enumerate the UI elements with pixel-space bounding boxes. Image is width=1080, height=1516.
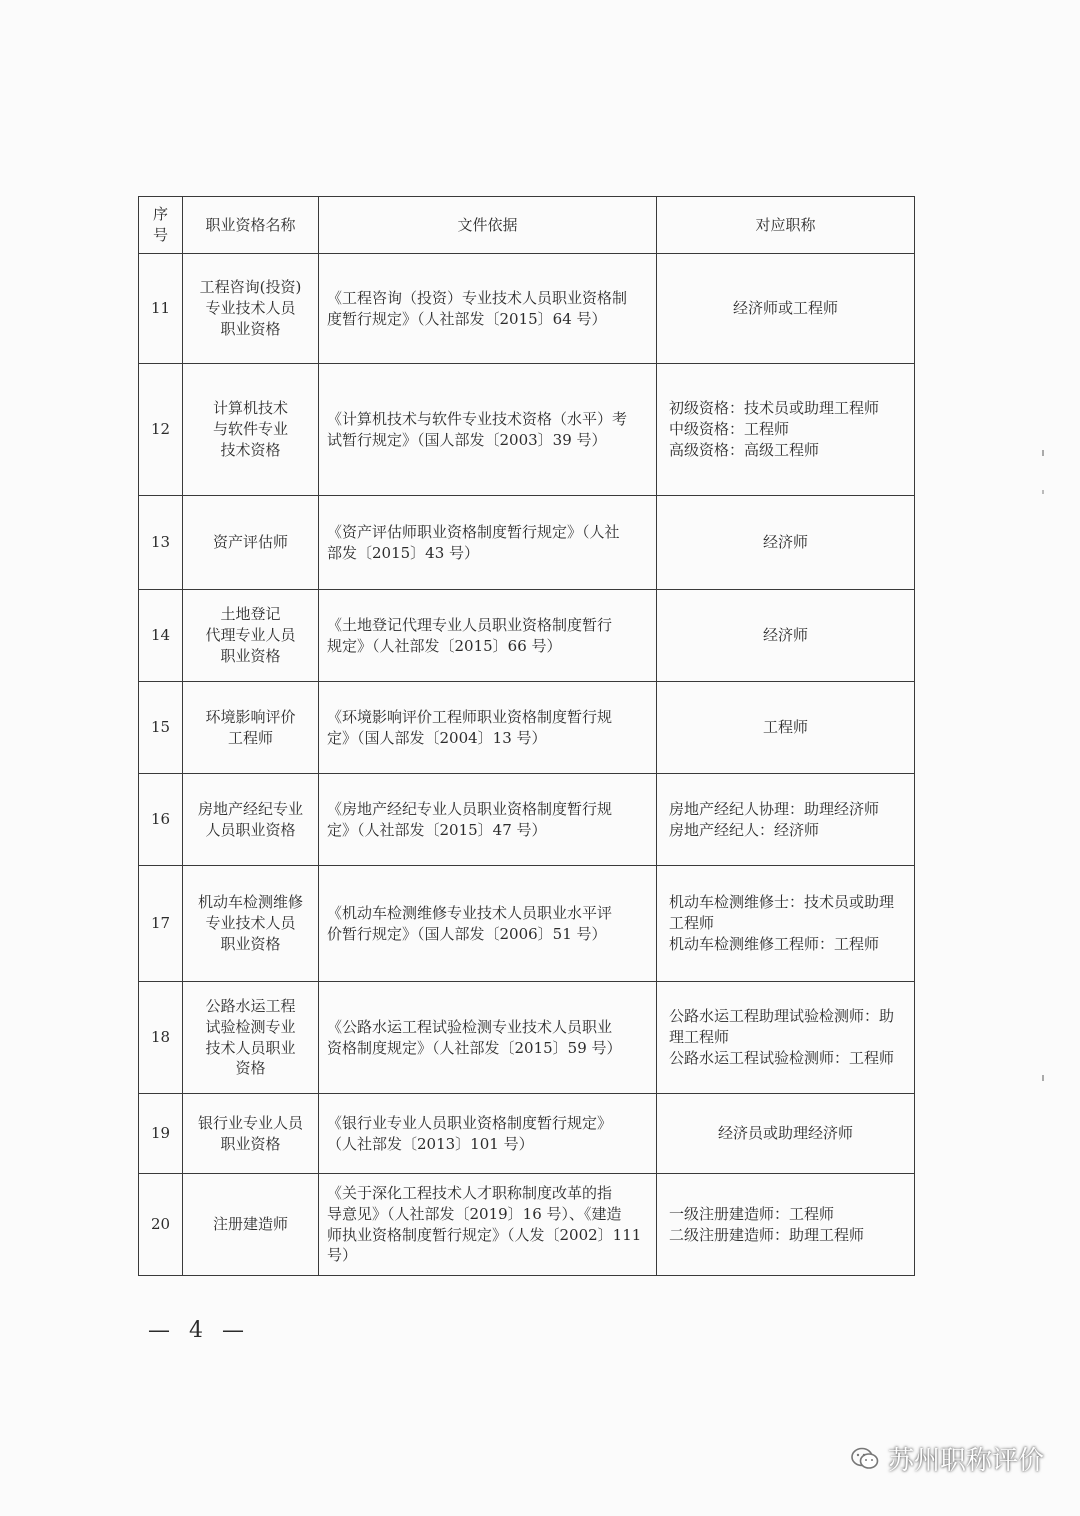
row-number: 13 [139,496,183,590]
qualification-name-line: 银行业专业人员 [197,1113,303,1132]
table-body [139,254,915,1276]
document-basis [319,590,657,682]
corresponding-title-line: 机动车检测维修工程师：工程师 [669,934,880,953]
row-number: 19 [139,1094,183,1174]
table-header-row [139,197,915,254]
qualification-name-line: 环境影响评价 [205,707,296,726]
document-basis-line: 《工程咨询（投资）专业技术人员职业资格制 [327,288,628,307]
corresponding-title-line: 经济师 [762,626,808,645]
document-basis-line: 部发〔2015〕43 号） [327,543,480,562]
corresponding-title-line: 工程师 [669,914,715,933]
document-basis-line: 《公路水运工程试验检测专业技术人员职业 [327,1017,613,1036]
document-basis-line: 规定》（人社部发〔2015〕66 号） [327,636,562,655]
document-basis-line: 《银行业专业人员职业资格制度暂行规定》 [327,1113,613,1132]
qualification-name-line: 专业技术人员 [205,299,296,318]
corresponding-title-line: 高级资格：高级工程师 [669,440,820,459]
qualification-name [183,774,319,866]
corresponding-title [657,866,915,982]
qualification-name [183,1174,319,1276]
document-basis-line: 价暂行规定》（国人部发〔2006〕51 号） [327,924,607,943]
corresponding-title [657,982,915,1094]
row-number: 17 [139,866,183,982]
row-number: 14 [139,590,183,682]
corresponding-title-line: 二级注册建造师：助理工程师 [669,1225,865,1244]
header-name: 职业资格名称 [183,197,319,254]
corresponding-title [657,364,915,496]
corresponding-title [657,1174,915,1276]
document-basis-line: 试暂行规定》（国人部发〔2003〕39 号） [327,430,607,449]
document-basis-line: 《计算机技术与软件专业技术资格（水平）考 [327,409,628,428]
document-basis-line: 《机动车检测维修专业技术人员职业水平评 [327,903,613,922]
wechat-icon [850,1446,880,1472]
row-number: 20 [139,1174,183,1276]
document-basis-line: 度暂行规定》（人社部发〔2015〕64 号） [327,309,607,328]
table-row [139,364,915,496]
corresponding-title [657,1094,915,1174]
qualification-name [183,1094,319,1174]
document-basis [319,364,657,496]
header-doc: 文件依据 [319,197,657,254]
scan-marks [1040,450,1046,1090]
qualification-name-line: 房地产经纪专业 [197,799,303,818]
document-basis-line: 号） [327,1246,358,1265]
qualification-name-line: 试验检测专业 [205,1017,296,1036]
document-basis-line: 《土地登记代理专业人员职业资格制度暂行 [327,615,613,634]
qualification-name [183,496,319,590]
qualification-name-line: 专业技术人员 [205,914,296,933]
document-basis [319,682,657,774]
document-basis [319,982,657,1094]
corresponding-title [657,590,915,682]
table-row [139,774,915,866]
table-row [139,1174,915,1276]
document-basis [319,866,657,982]
corresponding-title-line: 一级注册建造师：工程师 [669,1204,835,1223]
document-basis-line: 资格制度规定》（人社部发〔2015〕59 号） [327,1038,622,1057]
header-no: 序号 [139,197,183,254]
qualification-table [138,196,915,1276]
document-basis [319,774,657,866]
qualification-name-line: 计算机技术 [212,399,288,418]
document-basis-line: 导意见》（人社部发〔2019〕16 号）、《建造 [327,1204,622,1223]
document-basis [319,254,657,364]
qualification-name-line: 资产评估师 [212,533,288,552]
corresponding-title-line: 公路水运工程助理试验检测师：助 [669,1007,895,1026]
corresponding-title [657,496,915,590]
table-row [139,254,915,364]
corresponding-title-line: 房地产经纪人协理：助理经济师 [669,799,880,818]
row-number: 12 [139,364,183,496]
qualification-name [183,866,319,982]
corresponding-title-line: 房地产经纪人：经济师 [669,820,820,839]
qualification-name-line: 工程师 [227,728,273,747]
table-row [139,1094,915,1174]
header-title: 对应职称 [657,197,915,254]
document-basis-line: 《房地产经纪专业人员职业资格制度暂行规 [327,799,613,818]
corresponding-title-line: 经济员或助理经济师 [717,1124,853,1143]
row-number: 18 [139,982,183,1094]
qualification-name-line: 与软件专业 [212,420,288,439]
corresponding-title [657,682,915,774]
qualification-name [183,590,319,682]
qualification-name-line: 机动车检测维修 [197,893,303,912]
row-number: 16 [139,774,183,866]
document-basis-line: 师执业资格制度暂行规定》（人发〔2002〕111 [327,1225,642,1244]
qualification-name [183,254,319,364]
corresponding-title-line: 中级资格：工程师 [669,420,790,439]
corresponding-title-line: 工程师 [762,718,808,737]
document-basis-line: （人社部发〔2013〕101 号） [327,1134,534,1153]
document-basis [319,1094,657,1174]
table-row [139,866,915,982]
qualification-name-line: 职业资格 [220,646,281,665]
qualification-name-line: 职业资格 [220,934,281,953]
table-row [139,496,915,590]
corresponding-title [657,254,915,364]
document-basis-line: 《资产评估师职业资格制度暂行规定》（人社 [327,522,620,541]
document-basis [319,496,657,590]
qualification-name-line: 职业资格 [220,319,281,338]
qualification-name [183,982,319,1094]
corresponding-title [657,774,915,866]
qualification-name-line: 代理专业人员 [205,626,296,645]
qualification-name-line: 土地登记 [220,605,281,624]
qualification-name-line: 人员职业资格 [205,820,296,839]
table-row [139,590,915,682]
corresponding-title-line: 经济师 [762,533,808,552]
qualification-name-line: 注册建造师 [212,1215,288,1234]
qualification-name-line: 技术资格 [220,440,281,459]
qualification-name-line: 公路水运工程 [205,997,296,1016]
qualification-name-line: 技术人员职业 [205,1038,296,1057]
corresponding-title-line: 初级资格：技术员或助理工程师 [669,399,880,418]
document-basis-line: 《关于深化工程技术人才职称制度改革的指 [327,1184,613,1203]
page-number: — 4 — [148,1318,250,1343]
watermark-text: 苏州职称评价 [887,1446,1044,1476]
row-number: 15 [139,682,183,774]
qualification-name-line: 资格 [235,1059,266,1078]
qualification-name [183,682,319,774]
row-number: 11 [139,254,183,364]
corresponding-title-line: 理工程师 [669,1028,730,1047]
qualification-name-line: 工程咨询(投资) [199,278,302,297]
qualification-name [183,364,319,496]
document-basis-line: 《环境影响评价工程师职业资格制度暂行规 [327,707,613,726]
corresponding-title-line: 公路水运工程试验检测师：工程师 [669,1048,895,1067]
document-basis [319,1174,657,1276]
qualification-name-line: 职业资格 [220,1134,281,1153]
table-row [139,982,915,1094]
corresponding-title-line: 经济师或工程师 [732,299,838,318]
watermark [850,1440,1044,1477]
document-basis-line: 定》（国人部发〔2004〕13 号） [327,728,547,747]
table-row [139,682,915,774]
corresponding-title-line: 机动车检测维修士：技术员或助理 [669,893,895,912]
document-basis-line: 定》（人社部发〔2015〕47 号） [327,820,547,839]
